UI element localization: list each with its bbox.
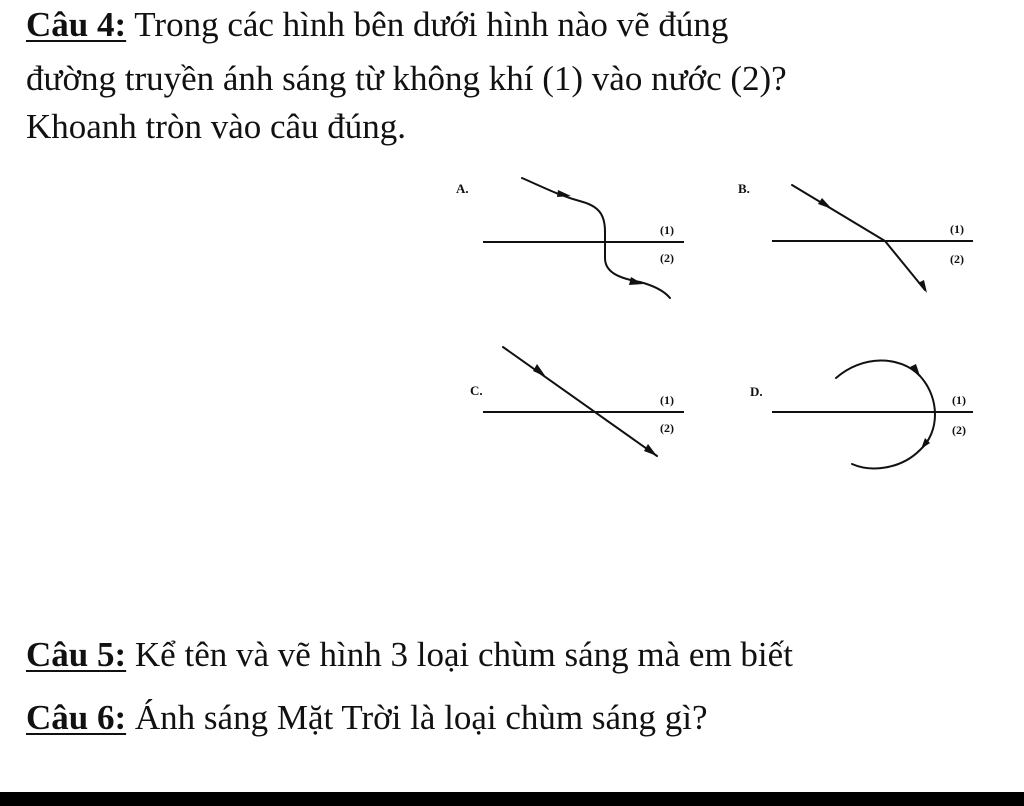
figure-d xyxy=(750,360,973,468)
figure-a-arrow-icon xyxy=(557,190,571,197)
figure-b-medium-1-label: (1) xyxy=(950,222,964,236)
question-4-text-1: Trong các hình bên dưới hình nào vẽ đúng xyxy=(126,5,729,44)
figure-a-light-ray xyxy=(522,178,670,298)
figure-a-medium-1-label: (1) xyxy=(660,223,674,237)
figure-c-label: C. xyxy=(470,383,483,398)
figure-c-medium-1-label: (1) xyxy=(660,393,674,407)
question-4-label: Câu 4: xyxy=(26,5,127,44)
question-5 xyxy=(26,632,793,678)
figure-d-medium-1-label: (1) xyxy=(952,393,966,407)
question-5-text: Kể tên và vẽ hình 3 loại chùm sáng mà em biết xyxy=(126,635,793,674)
figure-c-medium-2-label: (2) xyxy=(660,421,674,435)
figure-b-medium-2-label: (2) xyxy=(950,252,964,266)
figure-d-medium-2-label: (2) xyxy=(952,423,966,437)
bottom-edge-bar xyxy=(0,792,1024,806)
figure-a xyxy=(456,178,684,298)
question-5-label: Câu 5: xyxy=(26,635,127,674)
figure-b xyxy=(738,181,973,293)
figure-c xyxy=(470,347,684,456)
figure-d-label: D. xyxy=(750,384,763,399)
figure-b-label: B. xyxy=(738,181,750,196)
question-6-label: Câu 6: xyxy=(26,698,127,737)
figure-a-label: A. xyxy=(456,181,469,196)
figure-b-light-ray xyxy=(792,185,925,290)
figure-c-light-ray xyxy=(503,347,657,456)
figure-d-light-ray xyxy=(836,360,935,468)
figure-a-arrow-icon xyxy=(629,277,643,285)
figure-c-arrow-icon xyxy=(644,444,657,456)
figure-b-arrow-icon xyxy=(818,198,832,209)
question-6-text: Ánh sáng Mặt Trời là loại chùm sáng gì? xyxy=(126,698,708,737)
question-4-line-3: Khoanh tròn vào câu đúng. xyxy=(26,107,407,146)
question-6 xyxy=(26,695,708,741)
figure-c-arrow-icon xyxy=(533,364,546,377)
figure-a-medium-2-label: (2) xyxy=(660,251,674,265)
question-4-line-2: đường truyền ánh sáng từ không khí (1) vào nước (2)? xyxy=(26,59,787,98)
